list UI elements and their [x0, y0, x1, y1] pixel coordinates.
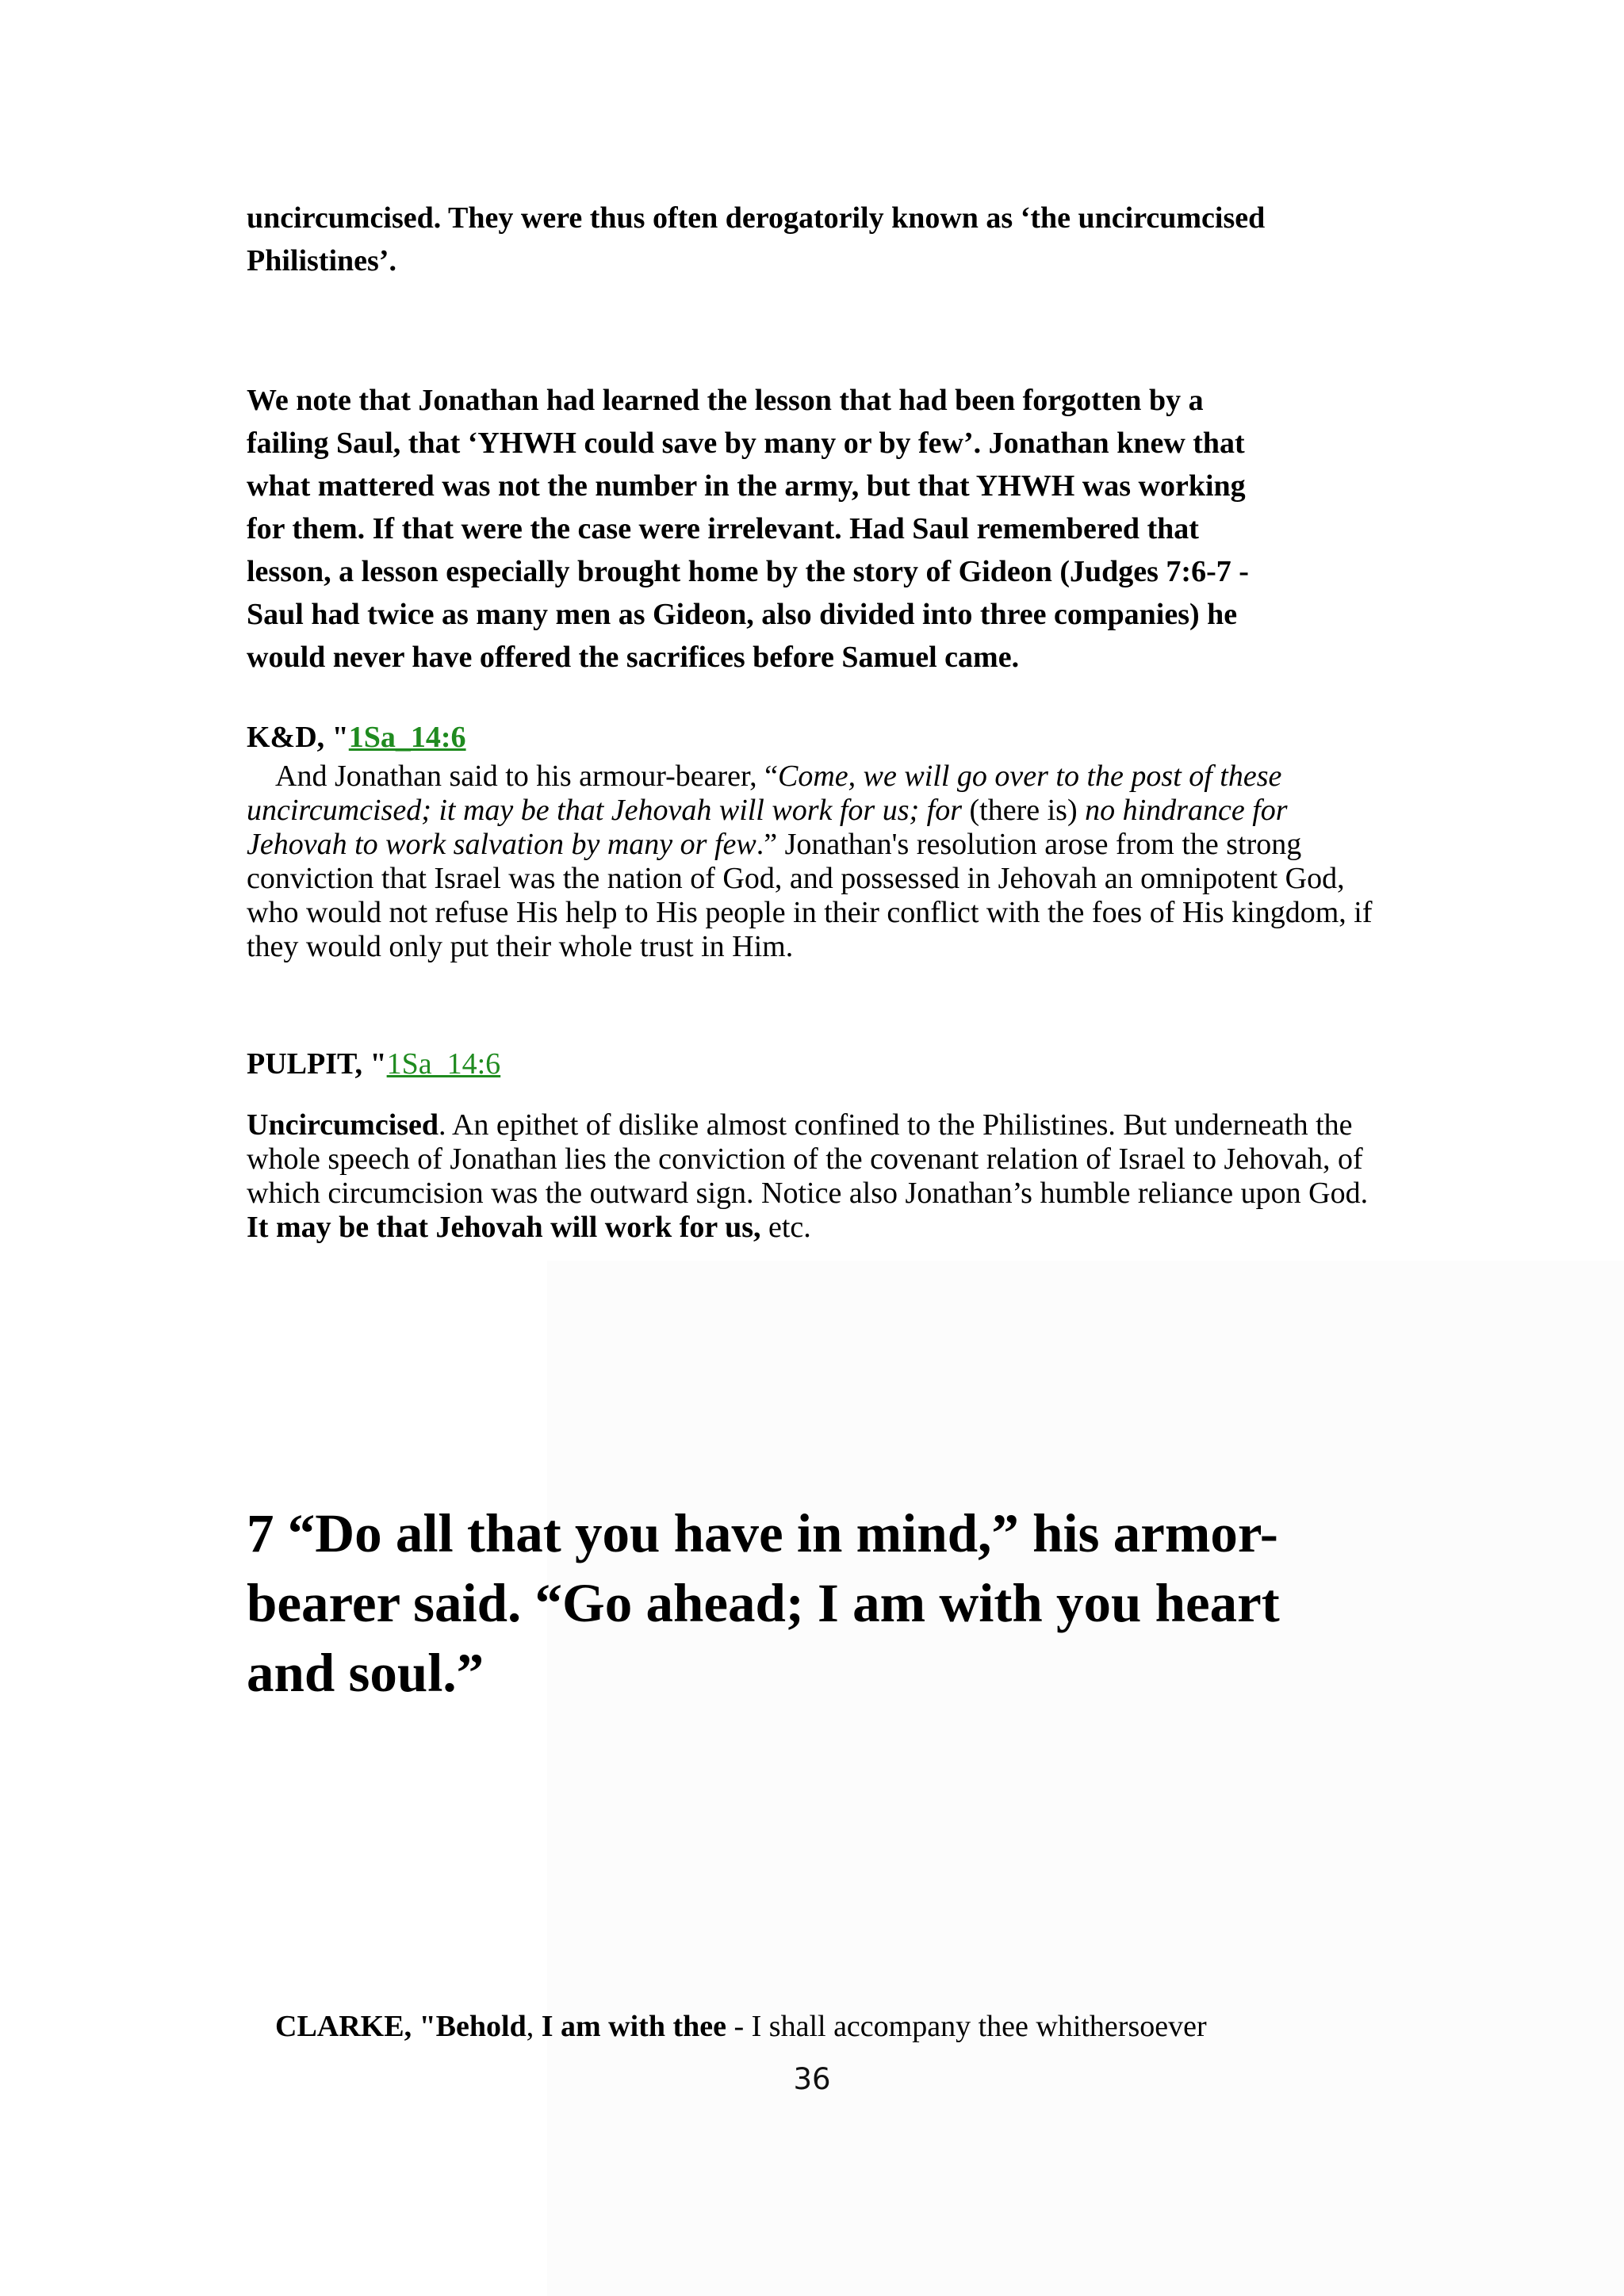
note-line: failing Saul, that ‘YHWH could save by many or by few’. Jonathan knew that — [247, 427, 1245, 460]
clarke-source-label: CLARKE, "Behold — [275, 2010, 527, 2043]
kd-heading — [247, 720, 1388, 755]
note-line: would never have offered the sacrifices before Samuel came. — [247, 641, 1020, 674]
pulpit-reference-link[interactable]: 1Sa_14:6 — [386, 1047, 501, 1081]
kd-text-3: .” Jonathan's resolution arose from the strong conviction that Israel was the nation of God, and possessed in Jehovah an omnipotent God, who would not refuse His help to His people in their conflict with the foes of His kingdom, if they would only put their whole trust in Him. — [247, 828, 1373, 963]
page-shading — [547, 1261, 1624, 2296]
pulpit-term: Uncircumcised — [247, 1108, 439, 1142]
intro-paragraph — [247, 197, 1388, 282]
note-paragraph — [247, 379, 1388, 679]
pulpit-heading — [247, 1047, 1388, 1081]
kd-italic-2: no hindrance for Jehovah to work salvation by many or few — [247, 794, 1288, 861]
pulpit-source-label: PULPIT, " — [247, 1047, 387, 1081]
verse-line-1: 7 “Do all that you have in mind,” his armor- — [247, 1503, 1278, 1563]
kd-source-label: K&D, " — [247, 721, 349, 754]
verse-line-2: bearer said. “Go ahead; I am with you heart — [247, 1573, 1280, 1633]
clarke-phrase: I am with thee — [541, 2010, 726, 2043]
kd-reference-link[interactable]: 1Sa_14:6 — [348, 721, 466, 754]
clarke-comma: , — [526, 2010, 542, 2043]
note-line: We note that Jonathan had learned the lesson that had been forgotten by a — [247, 384, 1204, 417]
note-line: lesson, a lesson especially brought home by the story of Gideon (Judges 7:6-7 - — [247, 555, 1249, 588]
kd-italic-1: Come, we will go over to the post of these uncircumcised; it may be that Jehovah will work for us; for — [247, 760, 1282, 827]
kd-text-1: And Jonathan said to his armour-bearer, “ — [275, 760, 779, 793]
verse-line-3: and soul.” — [247, 1643, 485, 1703]
note-line: Saul had twice as many men as Gideon, also divided into three companies) he — [247, 598, 1238, 631]
note-line: for them. If that were the case were irrelevant. Had Saul remembered that — [247, 512, 1199, 545]
intro-line-1: uncircumcised. They were thus often derogatorily known as ‘the uncircumcised — [247, 201, 1266, 235]
note-line: what mattered was not the number in the army, but that YHWH was working — [247, 469, 1246, 503]
clarke-commentary — [275, 2010, 1417, 2044]
page-number: 36 — [793, 2062, 831, 2096]
pulpit-quote: It may be that Jehovah will work for us, — [247, 1211, 761, 1244]
pulpit-text-2: etc. — [760, 1211, 811, 1244]
intro-line-2: Philistines’. — [247, 244, 396, 277]
kd-text-2: (there is) — [962, 794, 1086, 827]
clarke-text: - I shall accompany thee whithersoever — [726, 2010, 1207, 2043]
pulpit-commentary — [247, 1108, 1388, 1245]
pulpit-text-1: . An epithet of dislike almost confined to the Philistines. But underneath the whole speech of Jonathan lies the conviction of the covenant relation of Israel to Jehovah, of which circumcision was the outward sign. Notice also Jonathan’s humble reliance upon God. — [247, 1108, 1369, 1210]
kd-commentary — [247, 760, 1388, 964]
verse-heading — [247, 1498, 1388, 1708]
